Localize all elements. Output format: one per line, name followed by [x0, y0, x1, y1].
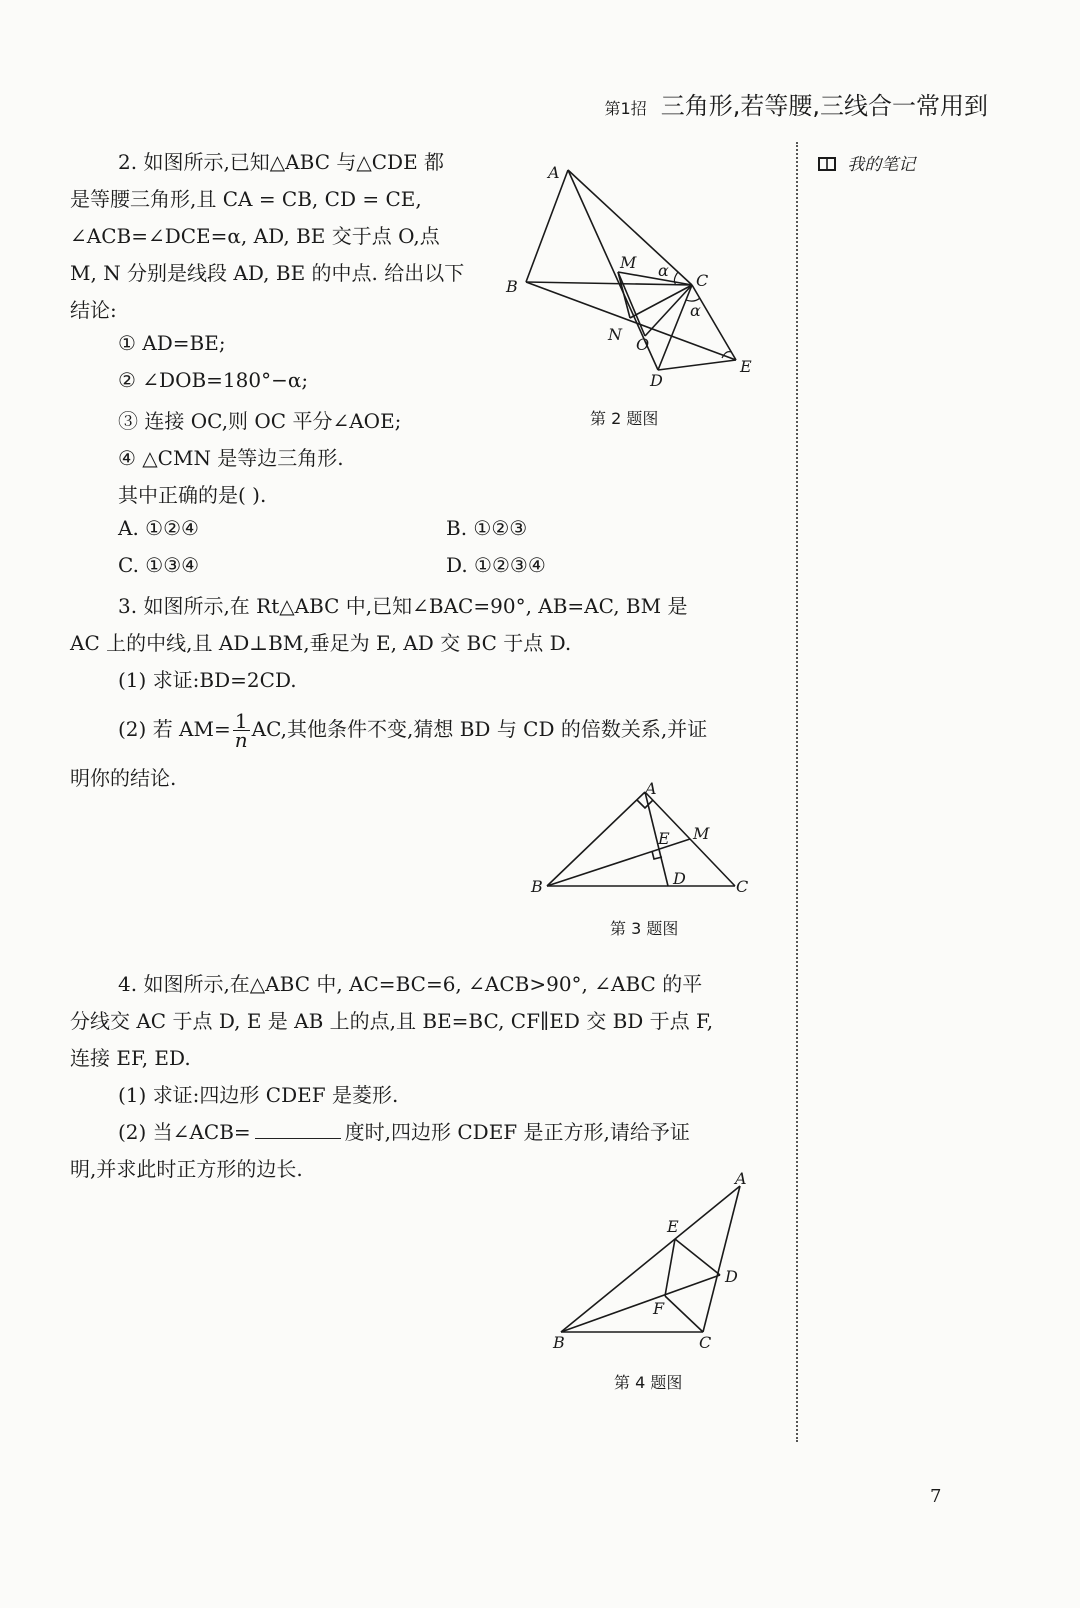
- fig3-label-D: D: [673, 869, 686, 888]
- fig4-label-E: E: [667, 1217, 679, 1236]
- q3-part-2-suffix: AC,其他条件不变,猜想 BD 与 CD 的倍数关系,并证: [251, 717, 708, 741]
- seg-NC: [630, 285, 692, 318]
- q2-line-5: 结论:: [70, 298, 117, 322]
- q2-option-d: D. ①②③④: [446, 553, 546, 577]
- fig3-label-A: A: [645, 779, 657, 798]
- q3-part-1: (1) 求证:BD=2CD.: [118, 668, 297, 692]
- q3-fraction-denominator: n: [234, 728, 248, 752]
- q3-part-2: [118, 709, 708, 752]
- seg-BD: [561, 1275, 720, 1332]
- fig3-label-E: E: [658, 829, 670, 848]
- seg-BC: [526, 282, 692, 285]
- figure-2-caption: 第 2 题图: [590, 409, 659, 428]
- q4-part-2: [118, 1116, 690, 1145]
- q4-line-1: 4. 如图所示,在△ABC 中, AC=BC=6, ∠ACB>90°, ∠ABC 的平: [118, 972, 703, 996]
- seg-DE: [658, 360, 736, 370]
- seg-AB: [547, 792, 645, 886]
- figure-4-caption: 第 4 题图: [614, 1373, 683, 1392]
- q3-fraction-numerator: 1: [233, 712, 250, 731]
- q3-part-2-line-2: 明你的结论.: [70, 766, 177, 790]
- q2-line-2: 是等腰三角形,且 CA = CB, CD = CE,: [70, 187, 422, 211]
- q2-conclusion-2: ② ∠DOB=180°−α;: [118, 368, 309, 392]
- notes-heading: [818, 150, 915, 175]
- q4-part-2-prefix: (2) 当∠ACB=: [118, 1120, 251, 1144]
- seg-EF: [665, 1239, 675, 1296]
- right-angle-A: [637, 800, 653, 808]
- q3-part-2-prefix: (2) 若 AM=: [118, 717, 231, 741]
- q4-line-2: 分线交 AC 于点 D, E 是 AB 上的点,且 BE=BC, CF∥ED 交 BD 于点 F,: [70, 1009, 714, 1033]
- running-header: [605, 86, 988, 121]
- figure-2: [500, 160, 770, 400]
- fig3-label-C: C: [736, 877, 749, 896]
- seg-FC: [665, 1296, 703, 1332]
- fig2-label-M: M: [620, 253, 637, 272]
- fig3-label-M: M: [693, 824, 710, 843]
- q2-line-4: M, N 分别是线段 AD, BE 的中点. 给出以下: [70, 261, 465, 285]
- q2-line-1: 2. 如图所示,已知△ABC 与△CDE 都: [118, 150, 445, 174]
- fig2-label-N: N: [608, 325, 622, 344]
- seg-ED: [675, 1239, 720, 1275]
- fig3-label-B: B: [531, 877, 543, 896]
- q3-fraction: [233, 709, 250, 752]
- fig4-label-B: B: [553, 1333, 565, 1352]
- seg-AB: [561, 1186, 740, 1332]
- q2-option-b: B. ①②③: [446, 516, 528, 540]
- q2-option-c: C. ①③④: [118, 553, 200, 577]
- q3-line-1: 3. 如图所示,在 Rt△ABC 中,已知∠BAC=90°, AB=AC, BM 是: [118, 594, 688, 618]
- lesson-label: 第1招: [604, 99, 647, 118]
- fig2-label-A: A: [548, 163, 560, 182]
- fig2-label-alpha-2: α: [690, 301, 701, 320]
- seg-CD: [658, 285, 692, 370]
- chapter-title: 三角形,若等腰,三线合一常用到: [660, 92, 988, 120]
- fig4-label-F: F: [653, 1299, 665, 1318]
- q2-prompt: 其中正确的是( ).: [118, 483, 267, 507]
- q2-option-a: A. ①②④: [118, 516, 199, 540]
- q4-part-1: (1) 求证:四边形 CDEF 是菱形.: [118, 1083, 399, 1107]
- fig2-label-C: C: [696, 271, 709, 290]
- q4-part-2-line-2: 明,并求此时正方形的边长.: [70, 1157, 303, 1181]
- fig2-label-D: D: [650, 371, 663, 390]
- q3-line-2: AC 上的中线,且 AD⊥BM,垂足为 E, AD 交 BC 于点 D.: [70, 631, 572, 655]
- fig2-label-B: B: [506, 277, 518, 296]
- page-number: 7: [930, 1486, 942, 1507]
- q2-conclusion-4: ④ △CMN 是等边三角形.: [118, 446, 344, 470]
- q4-line-3: 连接 EF, ED.: [70, 1046, 191, 1070]
- seg-CE: [692, 285, 736, 360]
- fig2-label-E: E: [740, 357, 752, 376]
- q4-part-2-suffix: 度时,四边形 CDEF 是正方形,请给予证: [344, 1120, 690, 1144]
- seg-BE: [526, 282, 736, 360]
- fig4-label-D: D: [725, 1267, 738, 1286]
- book-icon: [818, 155, 841, 175]
- seg-AB: [526, 170, 568, 282]
- seg-AC: [703, 1186, 740, 1332]
- seg-OC: [645, 285, 692, 336]
- seg-MO: [618, 272, 645, 336]
- fig4-label-C: C: [699, 1333, 712, 1352]
- notes-label: 我的笔记: [847, 155, 916, 175]
- q2-line-3: ∠ACB=∠DCE=α, AD, BE 交于点 O,点: [70, 224, 440, 248]
- fig2-label-alpha-1: α: [658, 261, 669, 280]
- fig2-label-O: O: [636, 335, 650, 354]
- figure-3: [525, 778, 765, 903]
- fig4-label-A: A: [735, 1172, 747, 1188]
- q2-conclusion-3: ③ 连接 OC,则 OC 平分∠AOE;: [118, 409, 402, 433]
- answer-blank[interactable]: [255, 1120, 341, 1139]
- figure-3-caption: 第 3 题图: [610, 919, 679, 938]
- notes-divider: [796, 142, 798, 1442]
- q2-conclusion-1: ① AD=BE;: [118, 331, 226, 355]
- figure-4: [545, 1172, 775, 1357]
